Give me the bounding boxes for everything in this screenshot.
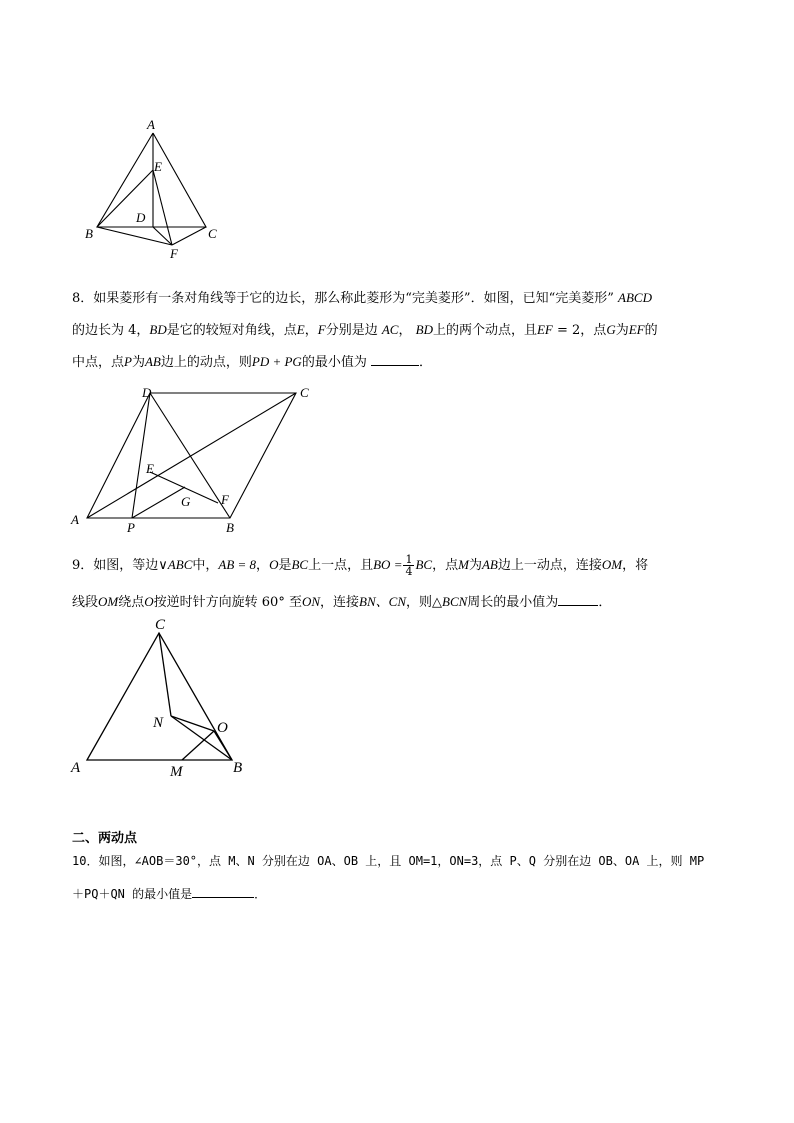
q8-text: 边上的动点，则 (160, 355, 252, 370)
label-O: O (217, 720, 228, 736)
q8-text: 中点，点 (72, 355, 125, 370)
q9-math: O (144, 594, 154, 609)
label-P: P (127, 520, 135, 535)
q8-math: EF (628, 322, 645, 337)
label-M: M (170, 764, 183, 780)
q8-text: 的最小值为 (301, 355, 367, 370)
q9-math: BC (291, 557, 309, 572)
q10-answer-blank[interactable] (192, 885, 254, 898)
q9-text: ，将 (622, 558, 649, 573)
label-C: C (300, 385, 309, 400)
q9-number: 9． (72, 558, 94, 573)
q9-math: AB (481, 557, 498, 572)
q9-text: ， (256, 558, 270, 573)
q8-text: 为 (131, 355, 145, 370)
q10-text: ． (254, 887, 267, 901)
q8-text: 如果菱形有一条对角线等于它的边长，那么称此菱形为“完美菱形”．如图，已知“完美菱形” (93, 291, 614, 306)
q9-text: 按逆时针方向旋转 60° 至 (153, 595, 302, 610)
q9-text: 如图，等边 (93, 558, 159, 573)
label-A: A (147, 117, 155, 132)
label-A: A (71, 760, 81, 776)
q8-math: P (124, 354, 132, 369)
label-B: B (233, 760, 243, 776)
q9-text: ，连接 (320, 595, 360, 610)
label-C: C (155, 617, 166, 633)
label-B: B (226, 520, 234, 535)
q9-math: △BCN (432, 594, 468, 609)
q9-math: BC (415, 557, 433, 572)
q9-text: 绕点 (118, 595, 145, 610)
q8-text: 上的两个动点，且 (432, 323, 537, 338)
q8-text: 的边长为 4， (72, 323, 150, 338)
q9-text: 是 (278, 558, 292, 573)
q8-text: ， (398, 323, 412, 338)
label-A: A (71, 512, 79, 527)
q9-frac-den: 4 (405, 565, 413, 578)
q8-math: BD (415, 322, 433, 337)
q9-math: AB = 8 (218, 557, 257, 572)
q8-number: 8． (72, 291, 94, 306)
q9-math: M (458, 557, 469, 572)
q8-math: E (296, 322, 305, 337)
q9-text: 边上一动点，连接 (497, 558, 602, 573)
q9-frac-num: 1 (405, 553, 413, 566)
q8-abcd: ABCD (618, 290, 652, 305)
q8-math: G (606, 322, 616, 337)
q8-text: 是它的较短对角线，点 (166, 323, 297, 338)
q8-text: ． (418, 355, 432, 370)
q9-text: 线段 (72, 595, 99, 610)
q9-text: ． (598, 595, 612, 610)
q9-math: O (269, 557, 279, 572)
label-C: C (208, 226, 217, 241)
q8-math: BD (149, 322, 167, 337)
q9-math: OM (98, 594, 119, 609)
q10-line-2 (72, 884, 266, 904)
q9-math: BO = (373, 557, 403, 572)
q8-math: AC (381, 322, 399, 337)
q9-text: 上一点，且 (308, 558, 374, 573)
q8-math: PD + PG (251, 354, 302, 369)
q8-text: 的 (644, 323, 658, 338)
q8-text: = 2，点 (552, 323, 607, 338)
q9-text: ，点 (432, 558, 459, 573)
q8-text: 分别是边 (325, 323, 378, 338)
label-G: G (181, 494, 191, 509)
q9-text: 中， (192, 558, 219, 573)
label-E: E (154, 159, 162, 174)
label-D: D (136, 210, 146, 225)
q8-text: 为 (615, 323, 629, 338)
label-B: B (85, 226, 93, 241)
q9-text: 为 (468, 558, 482, 573)
label-D: D (142, 385, 152, 400)
label-E: E (146, 461, 154, 476)
q9-text: 周长的最小值为 (467, 595, 559, 610)
q9-math: ∨ABC (158, 557, 193, 572)
q9-text: ，则 (406, 595, 433, 610)
q8-text: ， (304, 323, 318, 338)
q8-math: AB (144, 354, 161, 369)
label-F: F (221, 492, 229, 507)
q9-math: ON (301, 594, 321, 609)
q9-math: BN、CN (359, 594, 406, 609)
q9-math: OM (601, 557, 623, 572)
label-N: N (153, 715, 164, 731)
q10-text: ＋PQ＋QN 的最小值是 (72, 887, 193, 901)
label-F: F (170, 246, 178, 261)
section-heading: 二、两动点 (72, 831, 138, 846)
q8-math: EF (536, 322, 553, 337)
q8-math: F (317, 322, 326, 337)
q10-line-1: 10．如图，∠AOB＝30°，点 M、N 分别在边 OA、OB 上，且 OM=1，ON=3，点 P、Q 分别在边 OB、OA 上，则 MP (72, 854, 705, 868)
